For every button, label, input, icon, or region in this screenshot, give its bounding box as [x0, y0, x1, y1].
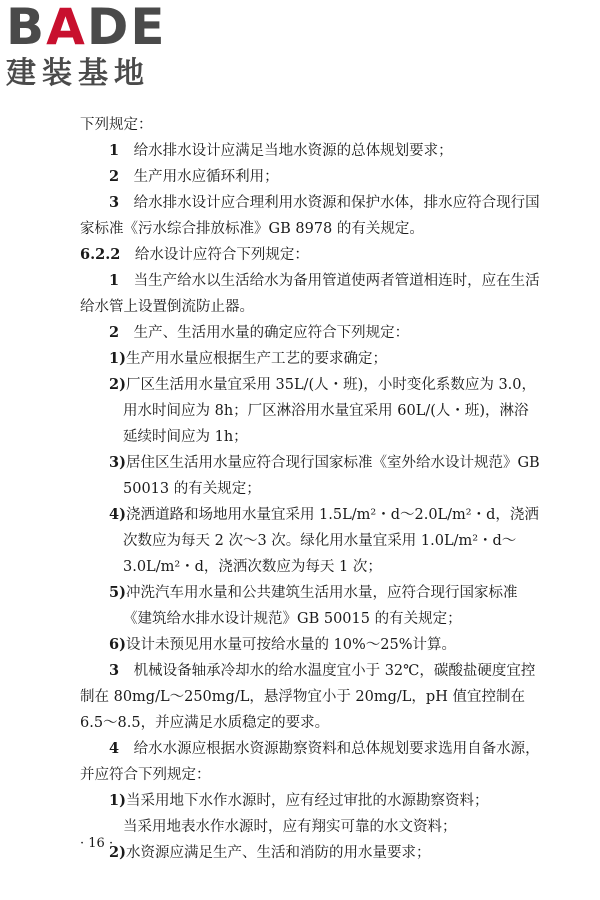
- sub-item: 5)冲洗汽车用水量和公共建筑生活用水量，应符合现行国家标准《建筑给水排水设计规范》GB 50015 的有关规定；: [109, 584, 518, 627]
- paragraph: 2 生产、生活用水量的确定应符合下列规定：: [109, 324, 410, 341]
- logo-brand: BADE: [6, 0, 167, 56]
- document-body: [80, 112, 540, 866]
- paragraph: 2 生产用水应循环利用；: [109, 168, 279, 185]
- paragraph: 3 给水排水设计应合理利用水资源和保护水体，排水应符合现行国家标准《污水综合排放标准》GB 8978 的有关规定。: [80, 194, 540, 237]
- sub-item: 2)水资源应满足生产、生活和消防的用水量要求；: [109, 844, 431, 861]
- page-number: · 16 ·: [80, 836, 114, 851]
- paragraph: 1 给水排水设计应满足当地水资源的总体规划要求；: [109, 142, 453, 159]
- sub-item: 2)厂区生活用水量宜采用 35L/(人・班)，小时变化系数应为 3.0，用水时间应为 8h；厂区淋浴用水量宜采用 60L/(人・班)，淋浴延续时间应为 1h；: [109, 376, 537, 445]
- sub-item-continued: 当采用地表水作水源时，应有翔实可靠的水文资料；: [123, 819, 457, 835]
- sub-item: 3)居住区生活用水量应符合现行国家标准《室外给水设计规范》GB 50013 的有关规定；: [109, 454, 540, 497]
- sub-item: 4)浇洒道路和场地用水量宜采用 1.5L/m²・d～2.0L/m²・d，浇洒次数应为每天 2 次～3 次。绿化用水量宜采用 1.0L/m²・d～3.0L/m²・d，浇洒次数应为每天 1 次；: [109, 506, 539, 575]
- paragraph: 4 给水水源应根据水资源勘察资料和总体规划要求选用自备水源，并应符合下列规定：: [80, 740, 540, 783]
- sub-item: 1)生产用水量应根据生产工艺的要求确定；: [109, 350, 387, 367]
- clause-heading: 6.2.2 给水设计应符合下列规定：: [80, 246, 309, 263]
- bade-logo: [6, 2, 186, 94]
- sub-item: 1)当采用地下水作水源时，应有经过审批的水源勘察资料；: [109, 792, 489, 809]
- sub-item: 6)设计未预见用水量可按给水量的 10%～25%计算。: [109, 636, 457, 653]
- paragraph: 3 机械设备轴承冷却水的给水温度宜小于 32℃，碳酸盐硬度宜控制在 80mg/L～250mg/L，悬浮物宜小于 20mg/L，pH 值宜控制在 6.5～8.5，并应满足水质稳定的要求。: [80, 662, 536, 731]
- paragraph: 下列规定：: [80, 117, 153, 133]
- paragraph: 1 当生产给水以生活给水为备用管道使两者管道相连时，应在生活给水管上设置倒流防止器。: [80, 272, 540, 315]
- logo-subtitle: 建装基地: [6, 56, 150, 91]
